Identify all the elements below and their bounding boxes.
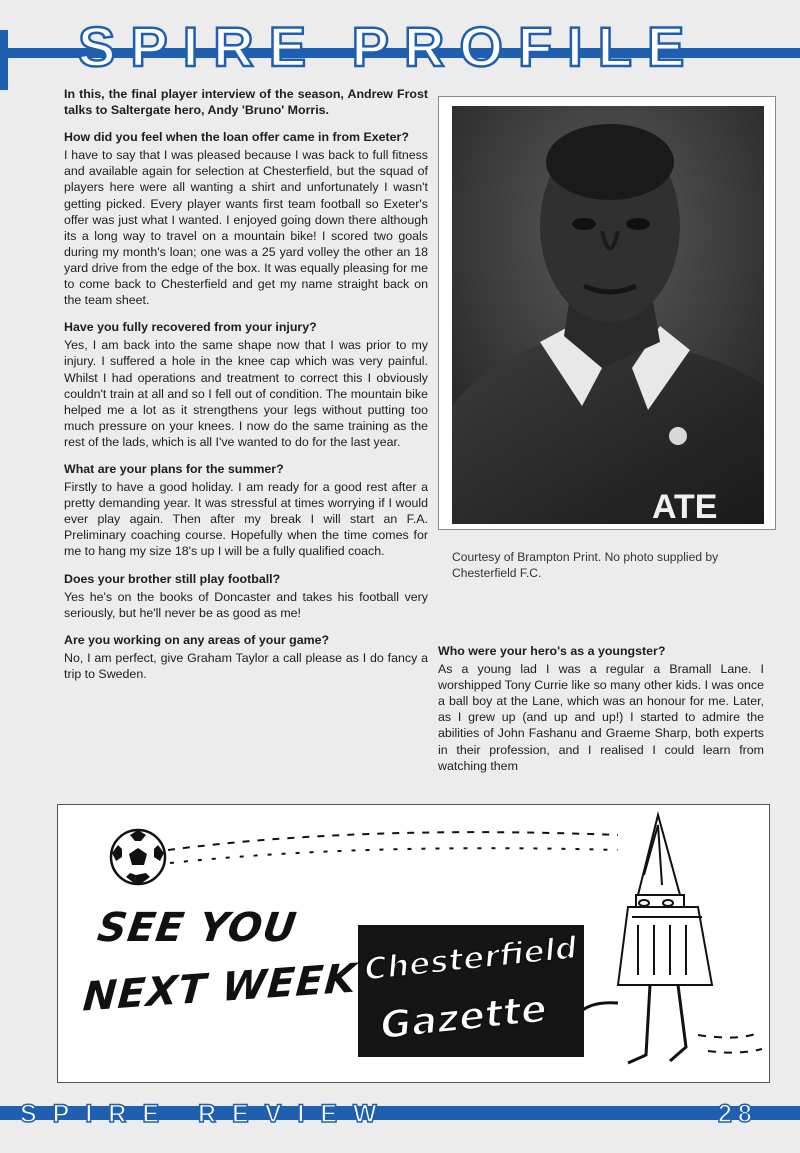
header-band bbox=[0, 8, 800, 76]
gazette-logo bbox=[358, 925, 584, 1057]
question-6: Who were your hero's as a youngster? bbox=[438, 644, 666, 658]
page-number: 28 bbox=[718, 1100, 758, 1128]
question-4: Does your brother still play football? bbox=[64, 571, 281, 586]
article-right-column bbox=[438, 643, 764, 774]
answer-4: Yes he's on the books of Doncaster and takes his football very seriously, but he'll never be as good as me! bbox=[64, 589, 428, 620]
answer-1: I have to say that I was pleased because I was back to full fitness and available again for selection at Chesterfield, but the squad of players here were all wanting a shirt and unfortunately I wasn't getting picked. Every player wants first team football so Exeter's offer was just what I wanted. I enjoyed going down there although its a long way to travel on a mountain bike! I scored two goals during my month's loan; one was a 25 yard volley the other an 18 yard drive from the edge of the box. It was equally pleasing for me to come back to Chesterfield and get my name straight back on the team sheet. bbox=[64, 148, 428, 308]
gazette-logo-line-1: Chesterfield bbox=[362, 929, 579, 989]
answer-6: As a young lad I was a regular a Bramall Lane. I worshipped Tony Currie like so many other kids. I was once a ball boy at the Lane, which was an honour for me. Later, as I grew up (and up and up!) I started to admire the abilities of John Fashanu and Graeme Sharp, both experts in their profession, and I realised I could learn from watching them bbox=[438, 662, 764, 773]
player-portrait-illustration bbox=[452, 106, 764, 524]
page-title: SPIRE PROFILE bbox=[78, 15, 700, 78]
question-2: Have you fully recovered from your injury? bbox=[64, 320, 317, 335]
article-intro: In this, the final player interview of the season, Andrew Frost talks to Saltergate hero, Andy 'Bruno' Morris. bbox=[64, 87, 428, 118]
player-photo bbox=[452, 106, 764, 524]
football-icon bbox=[111, 830, 165, 884]
question-3: What are your plans for the summer? bbox=[64, 461, 284, 476]
header-accent-edge bbox=[0, 30, 8, 90]
answer-2: Yes, I am back into the same shape now that I was prior to my injury. I suffered a hole in the knee cap which was very painful. Whilst I had operations and treatment to correct this I obviously couldn't train at all and so I fell out of condition. The mountain bike helped me a lot as it strengthens your legs without putting too much pressure on your knees. I now do the same training as the rest of the lads, which is all I've wanted to do for the last year. bbox=[64, 338, 428, 449]
answer-5: No, I am perfect, give Graham Taylor a call please as I do fancy a trip to Sweden. bbox=[64, 650, 428, 681]
question-1: How did you feel when the loan offer came in from Exeter? bbox=[64, 130, 409, 145]
shirt-sponsor-text: ATE bbox=[652, 488, 718, 524]
gazette-advert bbox=[57, 804, 770, 1083]
article-left-column bbox=[64, 86, 428, 693]
advert-slogan-line-2: NEXT WEEK bbox=[81, 955, 359, 1021]
gazette-logo-line-2: Gazette bbox=[378, 986, 549, 1048]
footer-title: SPIRE REVIEW bbox=[20, 1100, 393, 1128]
advert-slogan-line-1: SEE YOU bbox=[94, 905, 300, 951]
photo-caption: Courtesy of Brampton Print. No photo supplied by Chesterfield F.C. bbox=[452, 550, 719, 580]
player-photo-frame bbox=[438, 96, 776, 530]
spire-mascot-icon bbox=[578, 815, 762, 1063]
answer-3: Firstly to have a good holiday. I am ready for a good rest after a pretty demanding year. It was stressful at times worrying if I would ever play again. Then after my break I will start an F.A. Preliminary coaching course. Hopefully when the time comes for me to hang my size 18's up I will be a fully qualified coach. bbox=[64, 480, 428, 559]
question-5: Are you working on any areas of your game? bbox=[64, 632, 330, 647]
